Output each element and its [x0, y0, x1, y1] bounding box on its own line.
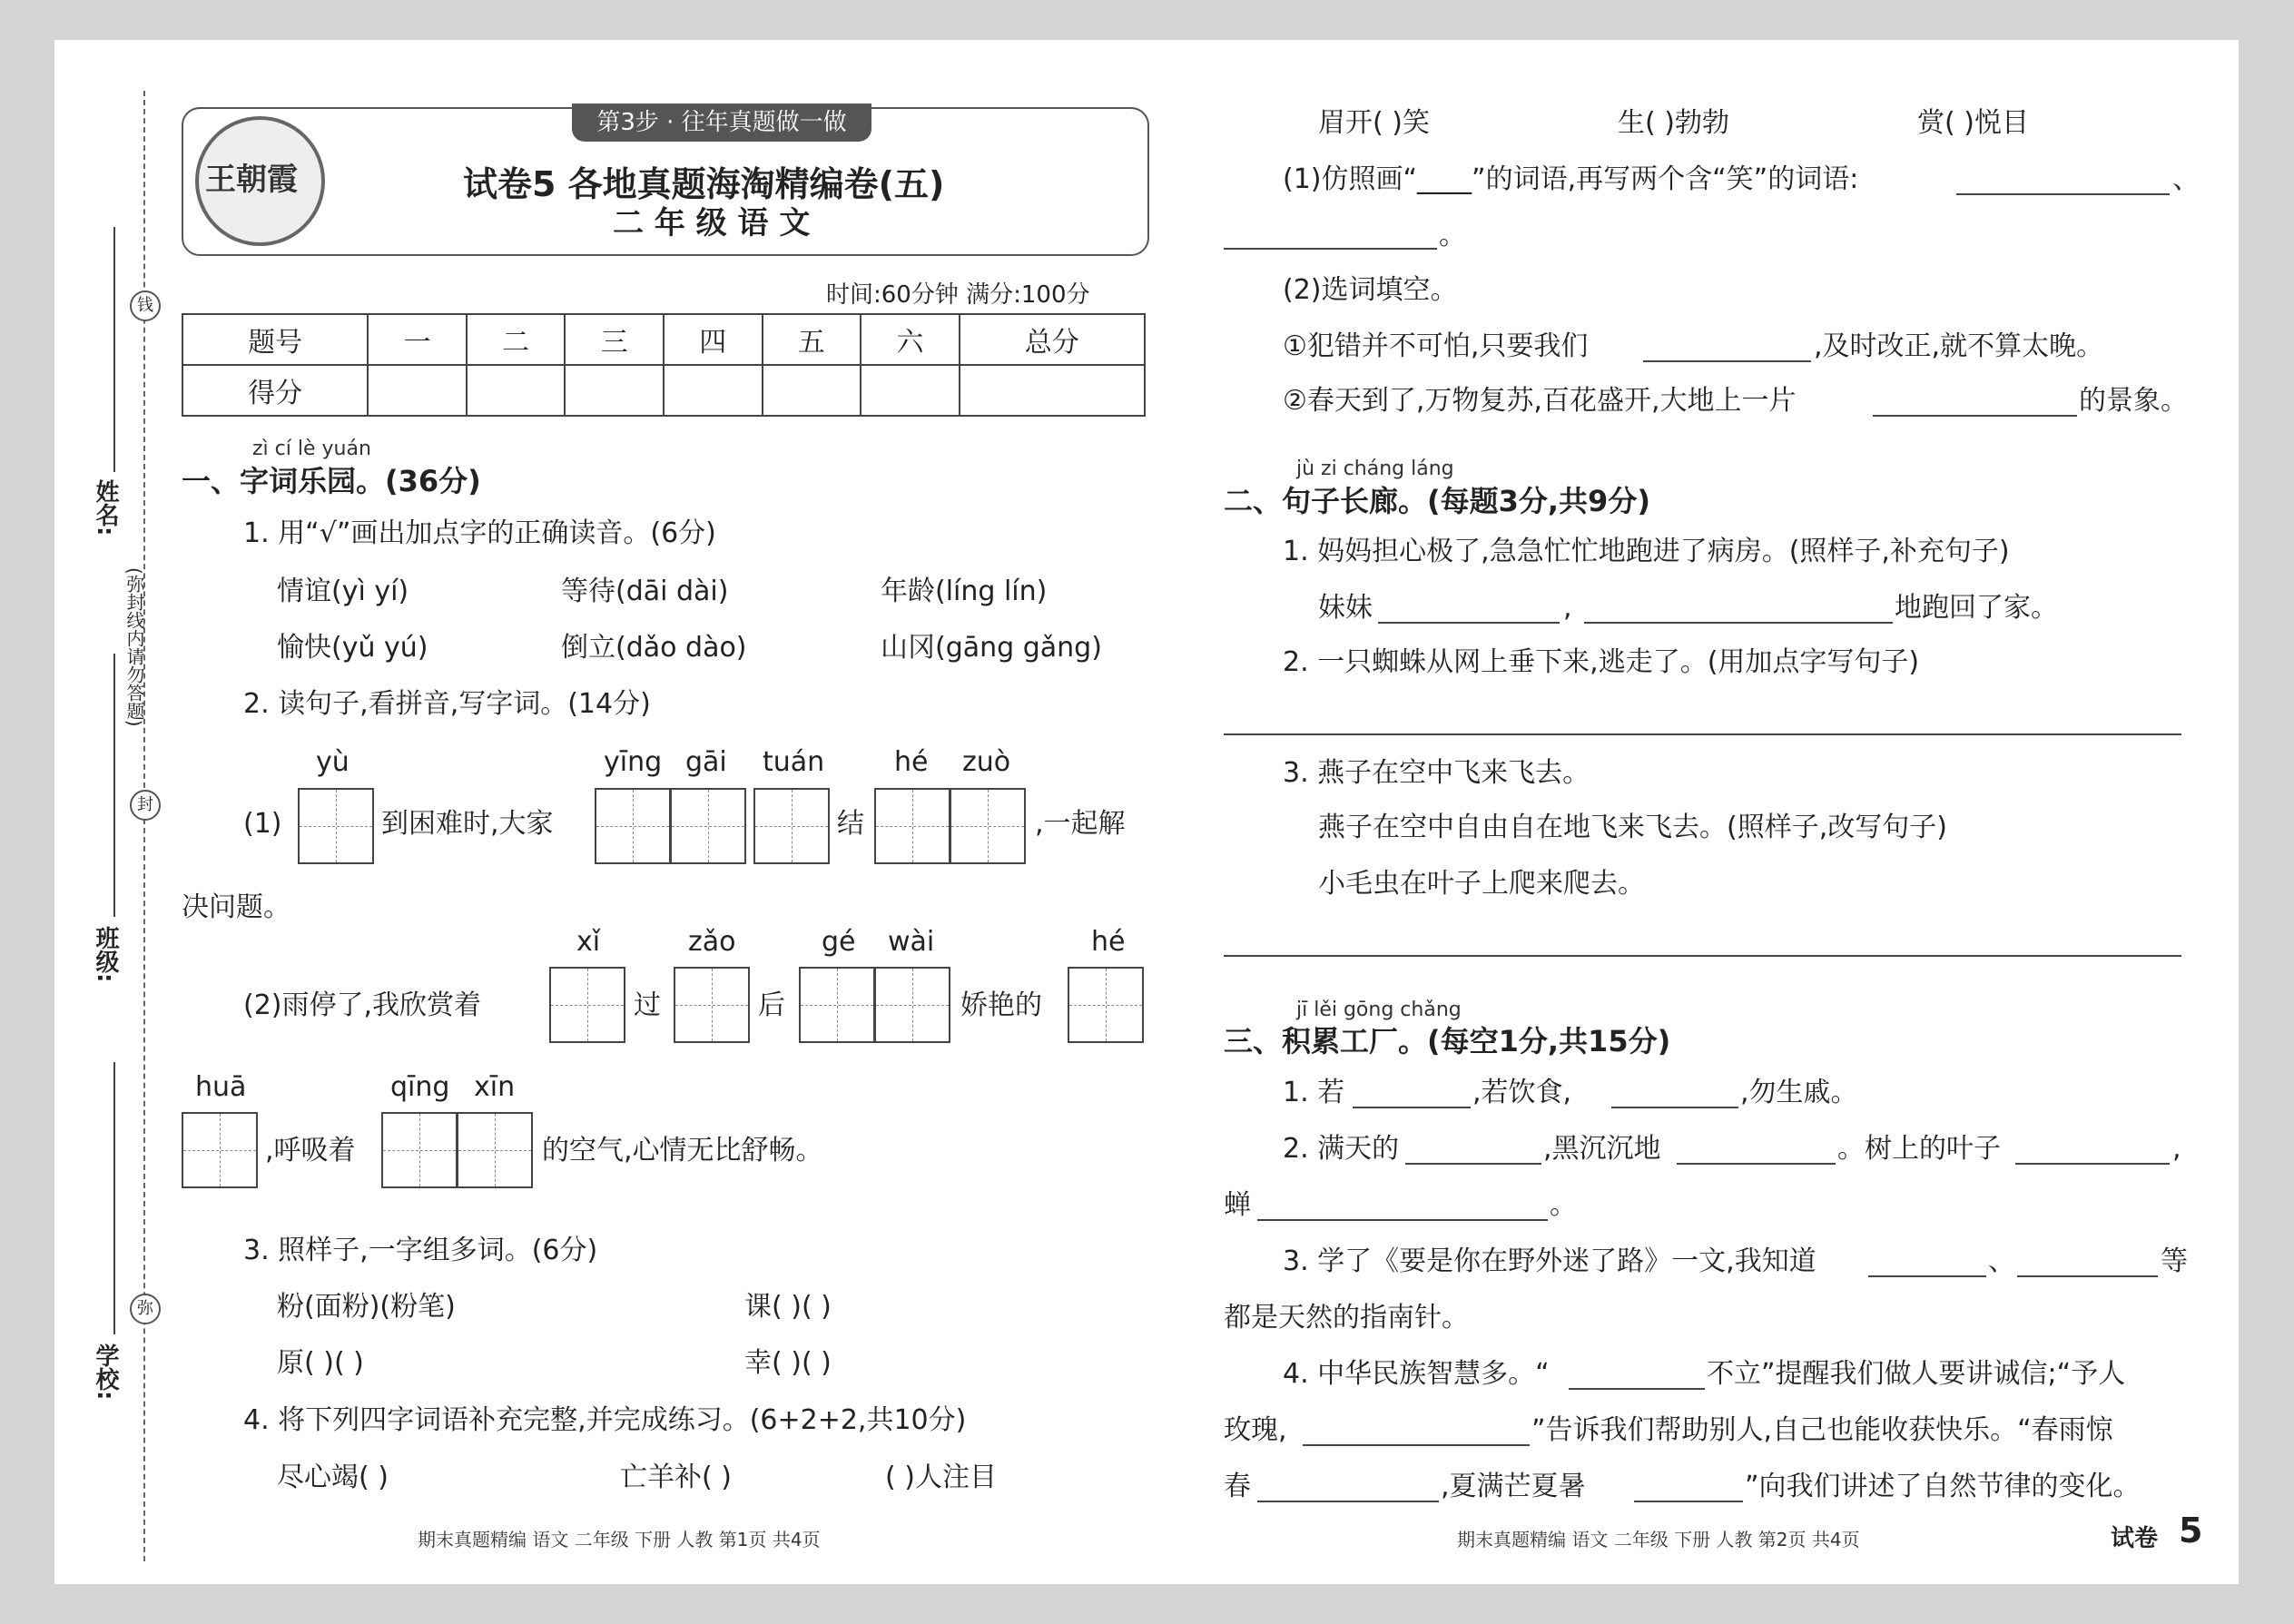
q4-item[interactable]: 尽心竭( ) — [277, 1462, 389, 1493]
s3q4-text: ”向我们讲述了自然节律的变化。 — [1745, 1471, 2141, 1502]
q2-text: 结 — [837, 808, 864, 840]
comma: , — [2172, 1133, 2181, 1165]
answer-line[interactable] — [1378, 622, 1560, 624]
table-cell: 四 — [664, 314, 763, 365]
table-row — [182, 314, 1145, 365]
paper-subtitle: 二 年 级 语 文 — [613, 205, 811, 241]
pinyin: qīng — [390, 1071, 450, 1103]
q4-item[interactable]: 亡羊补( ) — [620, 1462, 732, 1493]
idiom-item[interactable]: 生( )勃勃 — [1618, 107, 1729, 139]
s2q2-prompt: 2. 一只蜘蛛从网上垂下来,逃走了。(用加点字写句子) — [1283, 646, 1920, 678]
s3q1-text: ,若饮食, — [1472, 1077, 1572, 1108]
r2a-text: ①犯错并不可怕,只要我们 — [1283, 330, 1589, 362]
s3q3-text: 都是天然的指南针。 — [1224, 1302, 1469, 1334]
answer-line[interactable] — [1956, 193, 2170, 195]
writing-box[interactable] — [457, 1112, 533, 1188]
q2-text: 后 — [758, 989, 785, 1021]
table-cell: 题号 — [182, 314, 368, 365]
time-score: 时间:60分钟 满分:100分 — [826, 281, 1090, 309]
answer-line[interactable] — [1224, 955, 2181, 957]
pinyin: zuò — [962, 746, 1011, 778]
q2-text: 过 — [634, 989, 661, 1021]
table-cell: 得分 — [182, 365, 368, 416]
section2-title: 二、句子长廊。(每题3分,共9分) — [1224, 484, 1650, 518]
answer-line[interactable] — [1257, 1501, 1439, 1502]
score-table — [182, 313, 1146, 417]
q2-text: 到困难时,大家 — [381, 808, 554, 840]
answer-line[interactable] — [1677, 1163, 1836, 1165]
s3q2-text: 。树上的叶子 — [1837, 1133, 2001, 1165]
score-input[interactable] — [565, 365, 664, 416]
answer-line[interactable] — [1353, 1107, 1471, 1108]
q2-text: 娇艳的 — [960, 989, 1042, 1021]
s3q4-text: 不立”提醒我们做人要讲诚信;“予人 — [1707, 1358, 2126, 1390]
comma: , — [1563, 592, 1572, 624]
pinyin: yīng — [604, 746, 663, 778]
answer-line[interactable] — [1224, 248, 1437, 250]
q2-text: ,一起解 — [1035, 808, 1126, 840]
writing-box[interactable] — [874, 788, 950, 864]
table-row — [182, 365, 1145, 416]
writing-box[interactable] — [182, 1112, 258, 1188]
section1-title: 一、字词乐园。(36分) — [182, 464, 481, 498]
q2-text: ,呼吸着 — [265, 1135, 356, 1166]
s3q2-text: ,黑沉沉地 — [1543, 1133, 1661, 1165]
s3q3-text: 等 — [2161, 1245, 2188, 1277]
q1-option[interactable]: 倒立(dǎo dào) — [561, 632, 747, 664]
q4-item[interactable]: ( )人注目 — [885, 1462, 997, 1493]
q1-option[interactable]: 愉快(yǔ yú) — [277, 632, 428, 664]
q2-text: 决问题。 — [182, 891, 290, 923]
q1-option[interactable]: 等待(dāi dài) — [561, 576, 729, 607]
table-cell: 五 — [763, 314, 861, 365]
score-input[interactable] — [368, 365, 467, 416]
answer-line[interactable] — [2015, 1163, 2170, 1165]
table-cell: 总分 — [960, 314, 1145, 365]
period: 。 — [1439, 220, 1466, 251]
score-input[interactable] — [960, 365, 1145, 416]
pinyin: gé — [822, 926, 856, 958]
comma: 、 — [1988, 1245, 2015, 1277]
q1-option[interactable]: 年龄(líng lín) — [881, 576, 1048, 607]
r2-prompt: (2)选词填空。 — [1283, 274, 1458, 306]
answer-line[interactable] — [1643, 360, 1811, 362]
seal-mark: 弥 — [130, 1294, 161, 1324]
q1-option[interactable]: 情谊(yì yí) — [277, 576, 409, 607]
writing-box[interactable] — [674, 967, 750, 1043]
writing-box[interactable] — [595, 788, 671, 864]
writing-box[interactable] — [1068, 967, 1144, 1043]
answer-line[interactable] — [1873, 415, 2077, 417]
section3-pinyin: jī lěi gōng chǎng — [1296, 999, 1462, 1021]
q2-text: (2)雨停了,我欣赏着 — [243, 989, 482, 1021]
answer-line[interactable] — [1634, 1501, 1743, 1502]
answer-line[interactable] — [1303, 1444, 1530, 1446]
s3q4-text: 4. 中华民族智慧多。“ — [1283, 1358, 1550, 1390]
school-label: 学校: — [92, 1343, 119, 1401]
s2q1-prompt: 1. 妈妈担心极了,急急忙忙地跑进了病房。(照样子,补充句子) — [1283, 536, 2010, 567]
school-field-line — [113, 1062, 115, 1334]
class-field-line — [113, 654, 115, 917]
seal-mark: 钱 — [130, 290, 161, 321]
s2q1-text-end: 地跑回了家。 — [1895, 592, 2058, 624]
pinyin: xǐ — [576, 926, 601, 958]
score-input[interactable] — [763, 365, 861, 416]
step-tab: 第3步 · 往年真题做一做 — [572, 103, 871, 142]
section2-pinyin: jù zi cháng láng — [1296, 458, 1454, 480]
q1-option[interactable]: 山冈(gāng gǎng) — [881, 632, 1102, 664]
answer-line[interactable] — [2017, 1275, 2158, 1277]
s3q4-text: ”告诉我们帮助别人,自己也能收获快乐。“春雨惊 — [1531, 1414, 2113, 1446]
pinyin: wài — [888, 926, 935, 958]
period: 。 — [1550, 1189, 1577, 1221]
r2a-text-end: ,及时改正,就不算太晚。 — [1814, 330, 2104, 362]
r2b-text-end: 的景象。 — [2079, 385, 2188, 417]
r2b-text: ②春天到了,万物复苏,百花盛开,大地上一片 — [1283, 385, 1797, 417]
pinyin: yù — [316, 746, 350, 778]
paper-label: 试卷 — [2111, 1525, 2159, 1552]
q3-prompt: 3. 照样子,一字组多词。(6分) — [243, 1235, 598, 1266]
pinyin: hé — [1091, 926, 1126, 958]
s2q3-example: 燕子在空中自由自在地飞来飞去。(照样子,改写句子) — [1318, 812, 1947, 843]
writing-box[interactable] — [298, 788, 374, 864]
answer-line[interactable] — [1611, 1107, 1738, 1108]
q4-prompt: 4. 将下列四字词语补充完整,并完成练习。(6+2+2,共10分) — [243, 1404, 967, 1436]
s3q1-text: 1. 若 — [1283, 1077, 1345, 1108]
section3-title: 三、积累工厂。(每空1分,共15分) — [1224, 1024, 1671, 1058]
answer-line[interactable] — [1257, 1219, 1548, 1221]
page-footer: 期末真题精编 语文 二年级 下册 人教 第2页 共4页 — [1457, 1529, 1860, 1550]
section1-pinyin: zì cí lè yuán — [252, 438, 371, 460]
idiom-item[interactable]: 眉开( )笑 — [1318, 107, 1430, 139]
s3q1-text: ,勿生戚。 — [1740, 1077, 1858, 1108]
table-cell: 三 — [565, 314, 664, 365]
s2q3-prompt: 3. 燕子在空中飞来飞去。 — [1283, 757, 1590, 789]
writing-box[interactable] — [950, 788, 1026, 864]
r1-prompt: (1)仿照画“____”的词语,再写两个含“笑”的词语: — [1283, 163, 1859, 195]
answer-line[interactable] — [1224, 733, 2181, 735]
s3q4-text: 春 — [1224, 1471, 1251, 1502]
q3-item[interactable]: 原( )( ) — [277, 1347, 364, 1379]
s3q2-text: 2. 满天的 — [1283, 1133, 1400, 1165]
q2-prompt: 2. 读句子,看拼音,写字词。(14分) — [243, 688, 651, 720]
writing-box[interactable] — [799, 967, 875, 1043]
score-input[interactable] — [861, 365, 960, 416]
table-cell: 一 — [368, 314, 467, 365]
s3q3-text: 3. 学了《要是你在野外迷了路》一文,我知道 — [1283, 1245, 1816, 1277]
table-cell: 六 — [861, 314, 960, 365]
q3-item: 粉(面粉)(粉笔) — [277, 1291, 456, 1323]
answer-line[interactable] — [1868, 1275, 1986, 1277]
s3q2-text: 蝉 — [1224, 1189, 1251, 1221]
writing-box[interactable] — [874, 967, 950, 1043]
idiom-item[interactable]: 赏( )悦目 — [1917, 107, 2029, 139]
class-label: 班级: — [92, 926, 119, 983]
s3q4-text: 玫瑰, — [1224, 1414, 1287, 1446]
pinyin: tuán — [763, 746, 825, 778]
pinyin: zǎo — [688, 926, 736, 958]
paper-number: 5 — [2179, 1511, 2203, 1550]
answer-line[interactable] — [1584, 622, 1893, 624]
pinyin: huā — [195, 1071, 247, 1103]
pinyin: gāi — [685, 746, 727, 778]
q1-prompt: 1. 用“√”画出加点字的正确读音。(6分) — [243, 517, 716, 549]
paper-title: 试卷5 各地真题海淘精编卷(五) — [463, 164, 945, 204]
logo-text: 王朝霞 — [205, 162, 298, 198]
table-cell: 二 — [467, 314, 566, 365]
writing-box[interactable] — [753, 788, 830, 864]
answer-line[interactable] — [1405, 1163, 1541, 1165]
s2q1-text: 妹妹 — [1318, 592, 1373, 624]
q2-text: (1) — [243, 808, 282, 840]
score-input[interactable] — [467, 365, 566, 416]
q3-item[interactable]: 幸( )( ) — [744, 1347, 832, 1379]
pinyin: hé — [894, 746, 929, 778]
s3q4-text: ,夏满芒夏暑 — [1441, 1471, 1586, 1502]
q3-item[interactable]: 课( )( ) — [744, 1291, 832, 1323]
page-footer: 期末真题精编 语文 二年级 下册 人教 第1页 共4页 — [418, 1529, 821, 1550]
answer-line[interactable] — [1569, 1388, 1705, 1390]
pinyin: xīn — [474, 1071, 516, 1103]
name-field-line — [113, 227, 115, 472]
seal-mark: 封 — [130, 790, 161, 821]
seal-note: (弥封线内请勿答题) — [123, 567, 145, 727]
writing-box[interactable] — [670, 788, 746, 864]
name-label: 姓名: — [92, 479, 119, 536]
comma: 、 — [2172, 163, 2200, 195]
score-input[interactable] — [664, 365, 763, 416]
q2-text: 的空气,心情无比舒畅。 — [542, 1135, 823, 1166]
writing-box[interactable] — [549, 967, 625, 1043]
writing-box[interactable] — [381, 1112, 458, 1188]
s2q3-sentence: 小毛虫在叶子上爬来爬去。 — [1318, 868, 1645, 900]
